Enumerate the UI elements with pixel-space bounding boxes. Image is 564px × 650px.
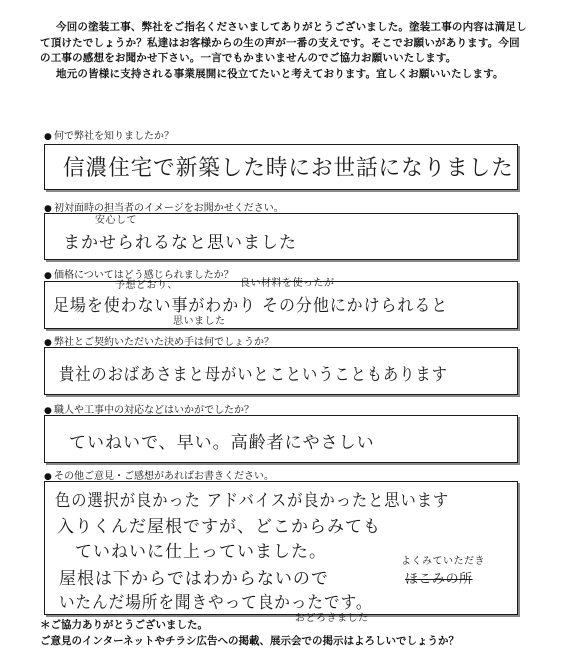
bullet-icon: ● <box>44 338 52 348</box>
question-4 <box>44 333 274 348</box>
question-6 <box>44 467 274 482</box>
bullet-icon: ● <box>44 204 52 214</box>
answer-box-3 <box>44 278 518 329</box>
answer-1-text: 信濃住宅で新築した時にお世話になりました <box>63 156 514 181</box>
answer-6-line-1: 色の選択が良かった アドバイスが良かったと思います <box>55 491 450 511</box>
answer-6-line-5: いたんだ場所を聞きやって良かったです。 <box>59 593 373 613</box>
answer-6-line-3: ていねいに仕上っていました。 <box>75 542 327 562</box>
bullet-icon: ● <box>44 472 52 482</box>
bullet-icon: ● <box>44 406 52 416</box>
answer-6-line-4: 屋根は下からではわからないので <box>59 569 329 589</box>
answer-box-2 <box>44 213 518 260</box>
answer-2-insert: 安心して <box>95 215 137 226</box>
question-2-label: 初対面時の担当者のイメージをお聞かせください。 <box>54 203 284 214</box>
answer-3-text: 足場を使わない事がわかり その分他にかけられると <box>53 296 449 316</box>
question-6-label: その他ご意見・ご感想があればお書きください。 <box>54 471 274 482</box>
footer-consent: ご意見のインターネットやチラシ広告への掲載、展示会での掲示はよろしいでしょうか？ <box>40 635 460 647</box>
footer-thanks: ＊ご協力ありがとうございました。 <box>40 619 208 631</box>
question-4-label: 弊社とご契約いただいた決め手は何でしょうか？ <box>54 337 274 348</box>
bullet-icon: ● <box>44 271 52 281</box>
answer-box-5 <box>44 415 518 463</box>
intro-line-2: 地元の皆様に支持される事業展開に役立てたいと考えております。宜しくお願いいたします。 <box>56 67 504 80</box>
bullet-icon: ● <box>44 132 52 142</box>
answer-3-insert-above: 予想どおり、 <box>115 280 178 291</box>
answer-box-6 <box>44 481 518 624</box>
answer-2-text: まかせられるなと思いました <box>63 233 297 253</box>
question-2 <box>44 199 284 214</box>
answer-6-line-2: 入りくんだ屋根ですが、どこからみても <box>57 517 381 537</box>
answer-4-text: 貴社のおばあさまと母がいとこということもあります <box>59 365 448 385</box>
answer-3-insert-above-2: 良い材料を使ったが <box>240 278 335 289</box>
intro-text <box>40 20 530 82</box>
question-5-label: 職人や工事中の対応などはいかがでしたか？ <box>54 405 254 416</box>
answer-box-1 <box>44 144 518 190</box>
question-1 <box>44 127 174 142</box>
answer-box-4 <box>44 347 518 395</box>
answer-6-line-4-insert: よくみていただき <box>401 556 485 567</box>
intro-paragraph: 今回の塗装工事、弊社をご指名くださいましてありがとうございました。塗装工事の内容は満足して頂けたでしょうか？私達はお客様からの生の声が一番の支えです。そこでお願いがあります。今回の工事の感想をお聞かせ下さい。一言でもかまいませんのでご協力お願いいたします。 <box>40 21 527 64</box>
answer-3-insert-below: 思いました <box>173 316 226 327</box>
answer-6-line-4-struck: ほこみの所 <box>405 572 473 587</box>
answer-5-text: ていねいで、早い。高齢者にやさしい <box>69 433 375 453</box>
question-3-label: 価格についてはどう感じられましたか？ <box>54 270 234 281</box>
question-5 <box>44 401 254 416</box>
question-1-label: 何で弊社を知りましたか？ <box>54 131 174 142</box>
answer-6-insert-below: おどろきました <box>295 613 369 624</box>
